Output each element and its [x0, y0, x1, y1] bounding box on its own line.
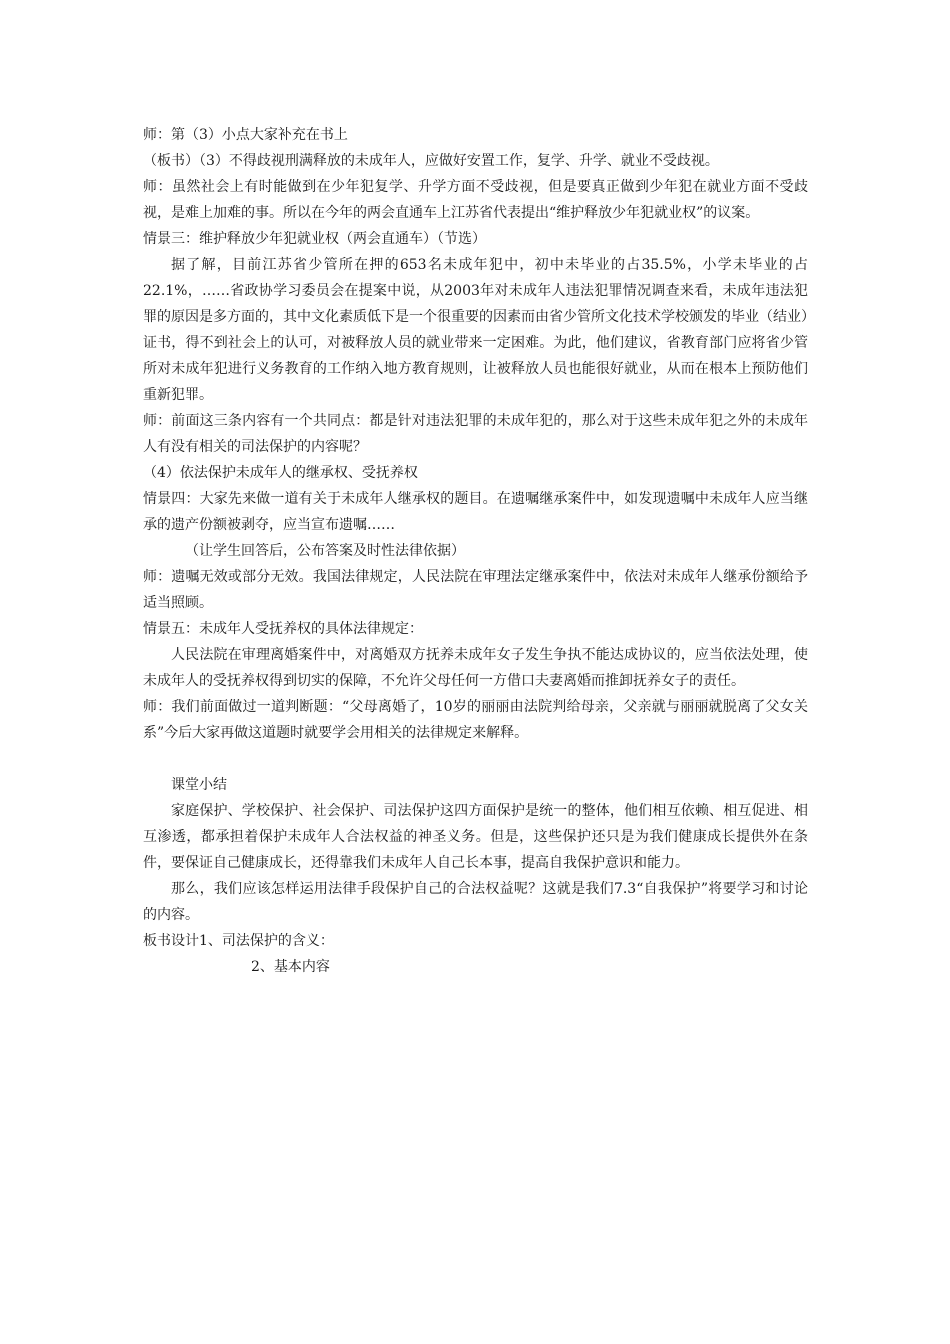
summary-body-2: 那么，我们应该怎样运用法律手段保护自己的合法权益呢？这就是我们7.3“自我保护”将要学习和讨论的内容。 — [143, 881, 808, 923]
board-note-3: （板书）（3）不得歧视刑满释放的未成年人，应做好安置工作，复学、升学、就业不受歧视。 — [143, 153, 719, 169]
scenario-4-note: （让学生回答后，公布答案及时性法律依据） — [185, 543, 465, 559]
point-4-heading: （4）依法保护未成年人的继承权、受抚养权 — [143, 465, 418, 481]
teacher-line-4: 师：遗嘱无效或部分无效。我国法律规定，人民法院在审理法定继承案件中，依法对未成年人继承份额给予适当照顾。 — [143, 569, 808, 611]
scenario-4-body: 情景四：大家先来做一道有关于未成年人继承权的题目。在遗嘱继承案件中，如发现遗嘱中未成年人应当继承的遗产份额被剥夺，应当宣布遗嘱…… — [143, 491, 808, 533]
teacher-line-2: 师：虽然社会上有时能做到在少年犯复学、升学方面不受歧视，但是要真正做到少年犯在就业方面不受歧视，是难上加难的事。所以在今年的两会直通车上江苏省代表提出“维护释放少年犯就业权”的议案。 — [143, 179, 808, 221]
scenario-3-heading: 情景三：维护释放少年犯就业权（两会直通车）（节选） — [143, 231, 486, 247]
document-page — [143, 122, 808, 980]
board-design-item-1: 板书设计1、司法保护的含义： — [143, 933, 334, 949]
summary-body-1: 家庭保护、学校保护、社会保护、司法保护这四方面保护是统一的整体，他们相互依赖、相互促进、相互渗透，都承担着保护未成年人合法权益的神圣义务。但是，这些保护还只是为我们健康成长提供外在条件，要保证自己健康成长，还得靠我们未成年人自己长本事，提高自我保护意识和能力。 — [143, 803, 808, 871]
scenario-3-body: 据了解，目前江苏省少管所在押的653名未成年犯中，初中未毕业的占35.5%，小学未毕业的占22.1%，……省政协学习委员会在提案中说，从2003年对未成年人违法犯罪情况调查来看，未成年违法犯罪的原因是多方面的，其中文化素质低下是一个很重要的因素而由省少管所文化技术学校颁发的毕业（结业）证书，得不到社会上的认可，对被释放人员的就业带来一定困难。为此，他们建议，省教育部门应将省少管所对未成年犯进行义务教育的工作纳入地方教育规则，让被释放人员也能很好就业，从而在根本上预防他们重新犯罪。 — [143, 257, 808, 403]
board-design-item-2: 2、基本内容 — [251, 959, 330, 975]
scenario-5-heading: 情景五：未成年人受抚养权的具体法律规定： — [143, 621, 423, 637]
summary-heading: 课堂小结 — [171, 777, 227, 793]
teacher-line-5: 师：我们前面做过一道判断题：“父母离婚了，10岁的丽丽由法院判给母亲，父亲就与丽丽就脱离了父女关系”今后大家再做这道题时就要学会用相关的法律规定来解释。 — [143, 699, 808, 741]
teacher-line-1: 师：第（3）小点大家补充在书上 — [143, 127, 348, 143]
section-spacer — [143, 746, 808, 772]
scenario-5-body: 人民法院在审理离婚案件中，对离婚双方抚养未成年女子发生争执不能达成协议的，应当依法处理，使未成年人的受抚养权得到切实的保障，不允许父母任何一方借口夫妻离婚而推卸抚养女子的责任。 — [143, 647, 808, 689]
teacher-line-3: 师：前面这三条内容有一个共同点：都是针对违法犯罪的未成年犯的，那么对于这些未成年犯之外的未成年人有没有相关的司法保护的内容呢？ — [143, 413, 808, 455]
